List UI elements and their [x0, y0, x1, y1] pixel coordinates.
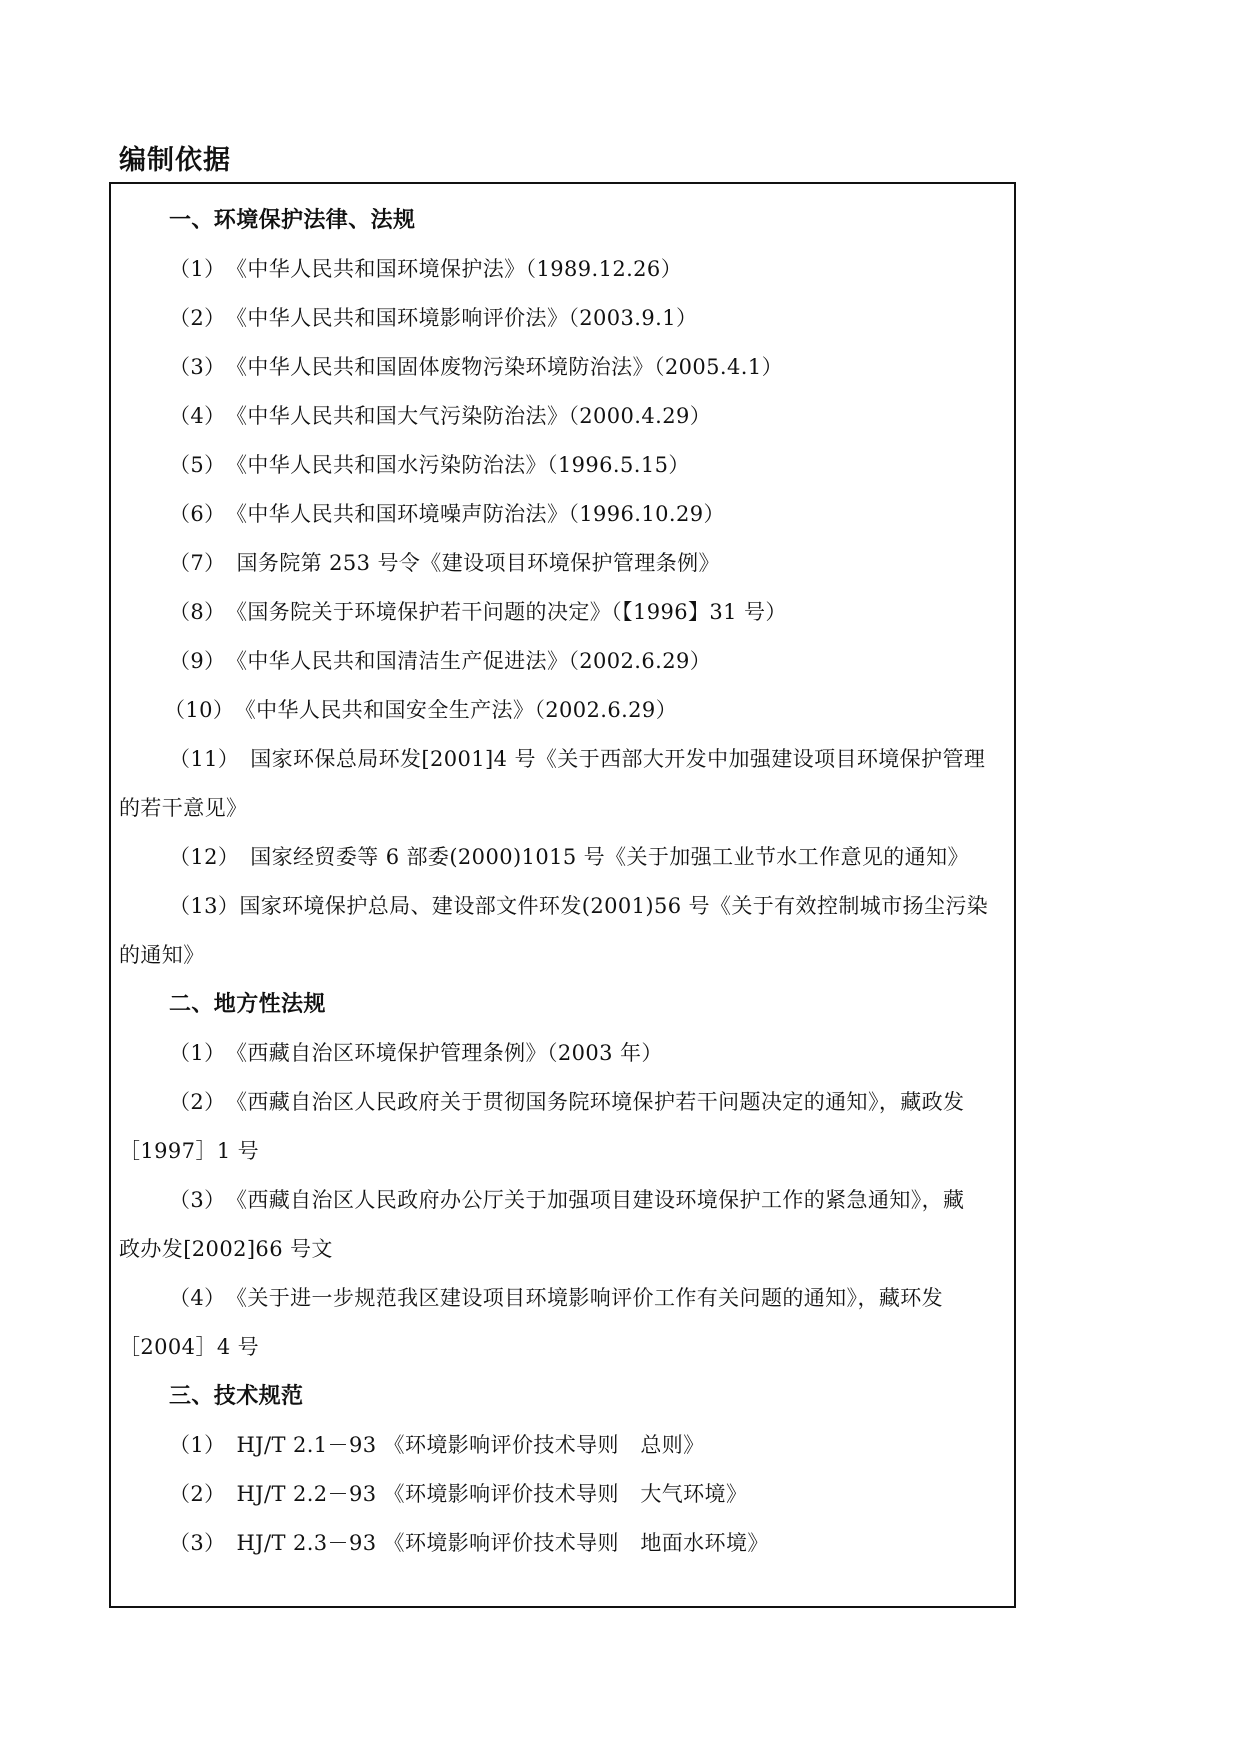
list-item-continuation: 政办发[2002]66 号文	[119, 1237, 333, 1261]
list-item: （7） 国务院第 253 号令《建设项目环境保护管理条例》	[169, 551, 720, 575]
list-item: （12） 国家经贸委等 6 部委(2000)1015 号《关于加强工业节水工作意见的通知》	[169, 845, 969, 869]
section-heading-local-regulations: 二、地方性法规	[169, 992, 326, 1017]
list-item: （13）国家环境保护总局、建设部文件环发(2001)56 号《关于有效控制城市扬尘污染	[169, 894, 989, 918]
list-item: （10） 《中华人民共和国安全生产法》（2002.6.29）	[164, 698, 678, 722]
list-item: （4） 《关于进一步规范我区建设项目环境影响评价工作有关问题的通知》，藏环发	[169, 1286, 944, 1310]
list-item: （4） 《中华人民共和国大气污染防治法》（2000.4.29）	[169, 404, 712, 428]
document-body	[119, 196, 1119, 1568]
list-item: （2） HJ/T 2.2－93 《环境影响评价技术导则 大气环境》	[169, 1482, 748, 1506]
list-item: （3） 《中华人民共和国固体废物污染环境防治法》（2005.4.1）	[169, 355, 783, 379]
list-item: （9） 《中华人民共和国清洁生产促进法》（2002.6.29）	[169, 649, 712, 673]
list-item-continuation: 的通知》	[119, 943, 205, 967]
list-item: （8） 《国务院关于环境保护若干问题的决定》（【1996】31 号）	[169, 600, 787, 624]
list-item: （1） 《西藏自治区环境保护管理条例》（2003 年）	[169, 1041, 663, 1065]
list-item: （3） 《西藏自治区人民政府办公厅关于加强项目建设环境保护工作的紧急通知》，藏	[169, 1188, 965, 1212]
list-item: （1） 《中华人民共和国环境保护法》（1989.12.26）	[169, 257, 683, 281]
list-item: （2） 《中华人民共和国环境影响评价法》（2003.9.1）	[169, 306, 698, 330]
list-item-continuation: ［1997］1 号	[119, 1139, 260, 1163]
list-item: （11） 国家环保总局环发[2001]4 号《关于西部大开发中加强建设项目环境保护管理	[169, 747, 986, 771]
list-item: （6） 《中华人民共和国环境噪声防治法》（1996.10.29）	[169, 502, 725, 526]
list-item: （2） 《西藏自治区人民政府关于贯彻国务院环境保护若干问题决定的通知》，藏政发	[169, 1090, 965, 1114]
list-item-continuation: 的若干意见》	[119, 796, 248, 820]
list-item: （1） HJ/T 2.1－93 《环境影响评价技术导则 总则》	[169, 1433, 705, 1457]
page-title: 编制依据	[119, 145, 231, 176]
list-item-continuation: ［2004］4 号	[119, 1335, 260, 1359]
list-item: （5） 《中华人民共和国水污染防治法》（1996.5.15）	[169, 453, 690, 477]
section-heading-laws: 一、环境保护法律、法规	[169, 208, 416, 233]
list-item: （3） HJ/T 2.3－93 《环境影响评价技术导则 地面水环境》	[169, 1531, 769, 1555]
section-heading-technical-standards: 三、技术规范	[169, 1384, 304, 1409]
